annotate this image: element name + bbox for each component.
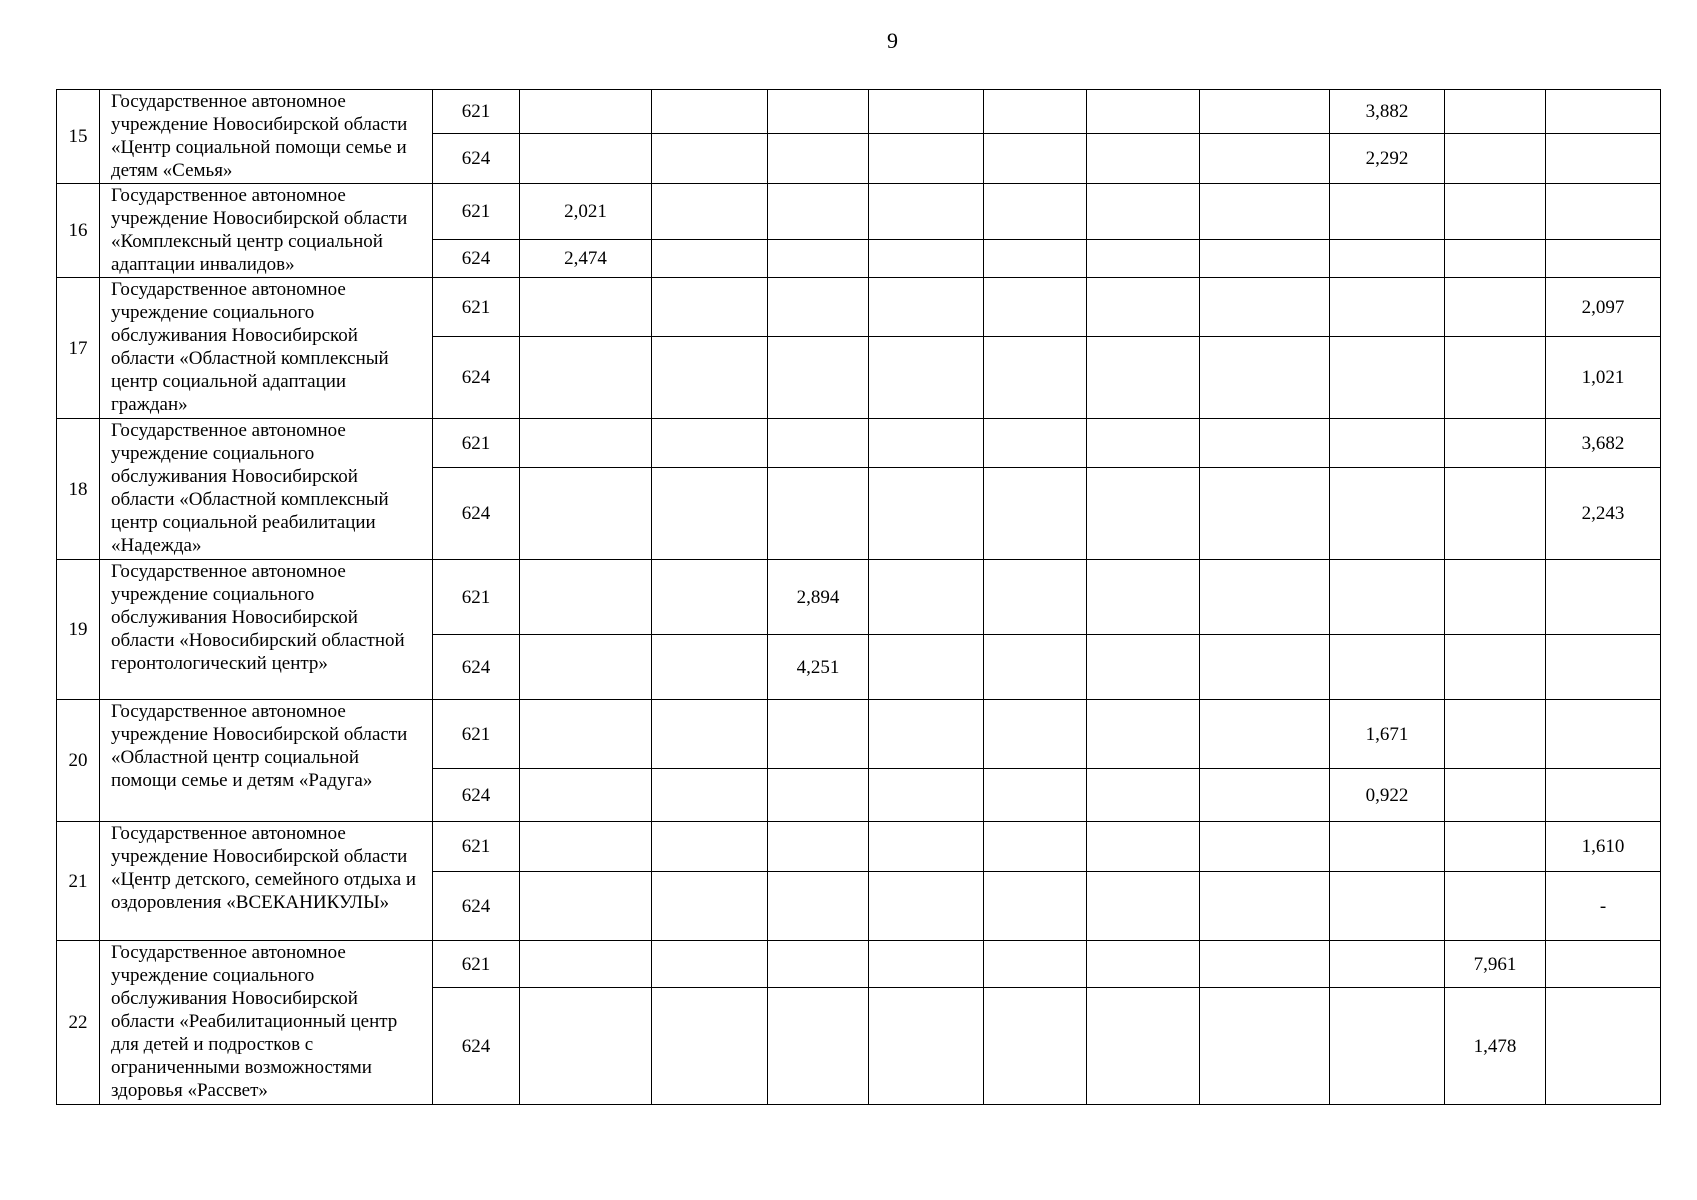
row-number: 16 <box>57 184 100 278</box>
value-cell <box>768 184 869 240</box>
value-cell <box>1546 988 1661 1105</box>
institution-name: Государственное автономное учреждение социального обслуживания Новосибирской области «Областной комплексный центр социальной адаптации граждан» <box>100 278 433 419</box>
subsidy-code: 624 <box>433 988 520 1105</box>
page-number: 9 <box>887 28 898 53</box>
value-cell <box>869 337 984 419</box>
row-number: 22 <box>57 941 100 1105</box>
value-cell: 1,671 <box>1330 700 1445 769</box>
value-cell <box>652 872 768 941</box>
table-row <box>57 700 1661 769</box>
subsidy-code: 621 <box>433 278 520 337</box>
value-cell <box>768 419 869 468</box>
value-cell <box>768 468 869 560</box>
value-cell <box>1200 90 1330 134</box>
value-cell <box>1330 941 1445 988</box>
table-row <box>57 822 1661 872</box>
value-cell <box>652 560 768 635</box>
value-cell <box>1546 941 1661 988</box>
subsidy-code: 621 <box>433 419 520 468</box>
value-cell <box>1445 240 1546 278</box>
value-cell <box>1087 419 1200 468</box>
value-cell <box>869 134 984 184</box>
value-cell <box>1087 240 1200 278</box>
subsidy-code: 621 <box>433 941 520 988</box>
value-cell <box>984 872 1087 941</box>
value-cell <box>984 337 1087 419</box>
value-cell <box>1087 988 1200 1105</box>
value-cell <box>1546 134 1661 184</box>
value-cell <box>1087 468 1200 560</box>
value-cell: 1,478 <box>1445 988 1546 1105</box>
value-cell <box>1087 134 1200 184</box>
value-cell <box>1200 769 1330 822</box>
subsidy-code: 624 <box>433 134 520 184</box>
value-cell <box>1445 90 1546 134</box>
value-cell <box>1330 822 1445 872</box>
institution-name: Государственное автономное учреждение Новосибирской области «Центр детского, семейного отдыха и оздоровления «ВСЕКАНИКУЛЫ» <box>100 822 433 941</box>
institution-name: Государственное автономное учреждение социального обслуживания Новосибирской области «Реабилитационный центр для детей и подростков с ограниченными возможностями здоровья «Рассвет» <box>100 941 433 1105</box>
value-cell <box>652 419 768 468</box>
table-row <box>57 184 1661 240</box>
value-cell <box>869 278 984 337</box>
value-cell <box>768 988 869 1105</box>
value-cell <box>869 822 984 872</box>
data-table <box>56 89 1661 1105</box>
value-cell <box>520 90 652 134</box>
value-cell <box>768 941 869 988</box>
value-cell <box>1087 700 1200 769</box>
value-cell <box>652 988 768 1105</box>
value-cell <box>984 184 1087 240</box>
value-cell <box>520 941 652 988</box>
value-cell <box>768 872 869 941</box>
value-cell <box>1546 700 1661 769</box>
value-cell <box>652 769 768 822</box>
value-cell <box>652 822 768 872</box>
value-cell: 2,243 <box>1546 468 1661 560</box>
value-cell <box>1200 822 1330 872</box>
value-cell <box>652 635 768 700</box>
row-number: 19 <box>57 560 100 700</box>
value-cell <box>1330 635 1445 700</box>
value-cell <box>869 90 984 134</box>
row-number: 20 <box>57 700 100 822</box>
value-cell <box>984 468 1087 560</box>
value-cell <box>984 240 1087 278</box>
value-cell <box>652 240 768 278</box>
value-cell <box>768 700 869 769</box>
value-cell <box>869 635 984 700</box>
subsidy-code: 624 <box>433 769 520 822</box>
value-cell <box>869 560 984 635</box>
value-cell: 3,682 <box>1546 419 1661 468</box>
value-cell <box>984 90 1087 134</box>
value-cell <box>768 769 869 822</box>
value-cell <box>984 134 1087 184</box>
value-cell <box>520 700 652 769</box>
value-cell <box>652 337 768 419</box>
value-cell <box>1445 822 1546 872</box>
value-cell <box>768 278 869 337</box>
subsidy-code: 621 <box>433 90 520 134</box>
value-cell <box>1200 240 1330 278</box>
value-cell <box>1546 184 1661 240</box>
value-cell <box>1445 134 1546 184</box>
value-cell <box>1087 560 1200 635</box>
value-cell <box>768 134 869 184</box>
value-cell <box>1200 941 1330 988</box>
value-cell <box>984 700 1087 769</box>
value-cell: 2,894 <box>768 560 869 635</box>
value-cell <box>768 90 869 134</box>
value-cell <box>1330 468 1445 560</box>
value-cell <box>520 635 652 700</box>
value-cell <box>768 240 869 278</box>
value-cell <box>1445 419 1546 468</box>
value-cell <box>1200 134 1330 184</box>
row-number: 21 <box>57 822 100 941</box>
value-cell <box>1330 337 1445 419</box>
value-cell <box>1087 337 1200 419</box>
value-cell <box>984 635 1087 700</box>
value-cell <box>1445 872 1546 941</box>
value-cell <box>652 134 768 184</box>
value-cell <box>652 941 768 988</box>
value-cell <box>520 822 652 872</box>
value-cell <box>520 419 652 468</box>
value-cell <box>520 278 652 337</box>
value-cell <box>1330 240 1445 278</box>
value-cell <box>520 872 652 941</box>
value-cell: 7,961 <box>1445 941 1546 988</box>
value-cell <box>520 134 652 184</box>
table-row <box>57 419 1661 468</box>
value-cell <box>1200 419 1330 468</box>
value-cell <box>984 278 1087 337</box>
value-cell <box>768 337 869 419</box>
value-cell <box>1087 635 1200 700</box>
value-cell <box>1200 468 1330 560</box>
value-cell: 3,882 <box>1330 90 1445 134</box>
value-cell <box>1445 337 1546 419</box>
table-row <box>57 90 1661 134</box>
value-cell: 2,474 <box>520 240 652 278</box>
value-cell <box>869 872 984 941</box>
value-cell <box>984 941 1087 988</box>
row-number: 15 <box>57 90 100 184</box>
value-cell <box>869 700 984 769</box>
value-cell <box>1546 635 1661 700</box>
value-cell <box>1200 184 1330 240</box>
value-cell <box>1445 769 1546 822</box>
value-cell <box>984 988 1087 1105</box>
row-number: 18 <box>57 419 100 560</box>
value-cell <box>1087 941 1200 988</box>
institution-name: Государственное автономное учреждение Новосибирской области «Комплексный центр социальной адаптации инвалидов» <box>100 184 433 278</box>
value-cell: 2,021 <box>520 184 652 240</box>
value-cell <box>520 769 652 822</box>
value-cell <box>1087 769 1200 822</box>
value-cell <box>1200 988 1330 1105</box>
value-cell <box>520 337 652 419</box>
value-cell <box>1087 822 1200 872</box>
value-cell <box>1546 560 1661 635</box>
value-cell <box>1445 560 1546 635</box>
subsidy-code: 621 <box>433 822 520 872</box>
subsidy-code: 624 <box>433 635 520 700</box>
value-cell <box>1330 419 1445 468</box>
table-row <box>57 560 1661 635</box>
value-cell <box>652 90 768 134</box>
value-cell <box>1200 635 1330 700</box>
value-cell <box>869 988 984 1105</box>
subsidy-code: 624 <box>433 872 520 941</box>
value-cell <box>1546 90 1661 134</box>
value-cell <box>1546 769 1661 822</box>
value-cell <box>984 769 1087 822</box>
value-cell <box>1330 278 1445 337</box>
value-cell <box>1200 700 1330 769</box>
value-cell <box>984 560 1087 635</box>
value-cell: 4,251 <box>768 635 869 700</box>
subsidy-code: 624 <box>433 337 520 419</box>
subsidy-code: 621 <box>433 700 520 769</box>
institution-name: Государственное автономное учреждение социального обслуживания Новосибирской области «Областной комплексный центр социальной реабилитации «Надежда» <box>100 419 433 560</box>
value-cell <box>652 468 768 560</box>
value-cell <box>1445 468 1546 560</box>
value-cell <box>1330 184 1445 240</box>
value-cell <box>1445 635 1546 700</box>
value-cell <box>1200 560 1330 635</box>
value-cell <box>768 822 869 872</box>
value-cell <box>652 184 768 240</box>
subsidy-code: 621 <box>433 184 520 240</box>
value-cell <box>869 184 984 240</box>
table-row <box>57 278 1661 337</box>
value-cell <box>984 419 1087 468</box>
value-cell <box>869 240 984 278</box>
value-cell: 1,610 <box>1546 822 1661 872</box>
value-cell <box>1200 872 1330 941</box>
value-cell: 0,922 <box>1330 769 1445 822</box>
value-cell <box>1200 278 1330 337</box>
institution-name: Государственное автономное учреждение Новосибирской области «Областной центр социальной помощи семье и детям «Радуга» <box>100 700 433 822</box>
value-cell <box>1087 872 1200 941</box>
value-cell <box>869 468 984 560</box>
value-cell <box>1445 278 1546 337</box>
value-cell: 2,097 <box>1546 278 1661 337</box>
value-cell <box>1200 337 1330 419</box>
value-cell <box>984 822 1087 872</box>
value-cell: 2,292 <box>1330 134 1445 184</box>
value-cell <box>869 419 984 468</box>
value-cell <box>1087 278 1200 337</box>
value-cell <box>1330 988 1445 1105</box>
value-cell <box>520 560 652 635</box>
table-row <box>57 941 1661 988</box>
subsidy-code: 624 <box>433 468 520 560</box>
value-cell <box>1087 184 1200 240</box>
value-cell: - <box>1546 872 1661 941</box>
value-cell <box>869 769 984 822</box>
table-body <box>57 90 1661 1105</box>
row-number: 17 <box>57 278 100 419</box>
subsidy-code: 621 <box>433 560 520 635</box>
institution-name: Государственное автономное учреждение социального обслуживания Новосибирской области «Новосибирский областной геронтологический центр» <box>100 560 433 700</box>
value-cell <box>1330 872 1445 941</box>
value-cell <box>520 988 652 1105</box>
value-cell: 1,021 <box>1546 337 1661 419</box>
value-cell <box>869 941 984 988</box>
institution-name: Государственное автономное учреждение Новосибирской области «Центр социальной помощи семье и детям «Семья» <box>100 90 433 184</box>
subsidy-code: 624 <box>433 240 520 278</box>
value-cell <box>1445 184 1546 240</box>
value-cell <box>1330 560 1445 635</box>
value-cell <box>652 700 768 769</box>
value-cell <box>1087 90 1200 134</box>
value-cell <box>1546 240 1661 278</box>
value-cell <box>520 468 652 560</box>
value-cell <box>1445 700 1546 769</box>
value-cell <box>652 278 768 337</box>
